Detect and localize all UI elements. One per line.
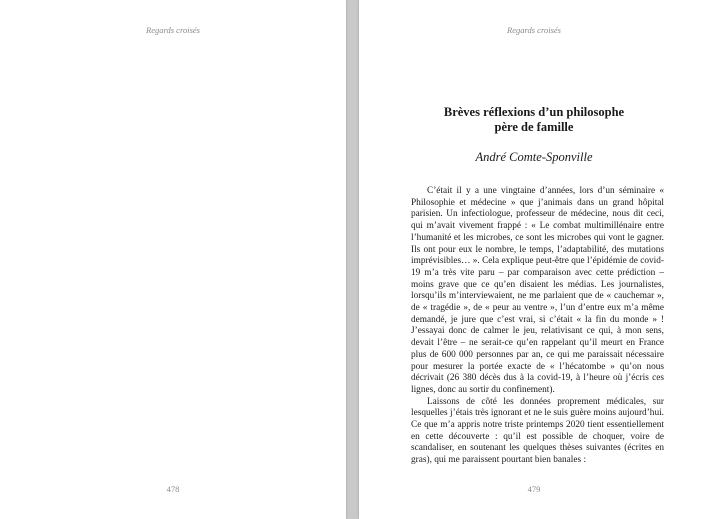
article-author: André Comte-Sponville <box>475 150 593 164</box>
paragraph-2: Laissons de côté les données proprement médicales, sur lesquelles j’étais très ignorant et ne le suis guère moins aujourd’hui. Ce que m’a appris notre triste printemps 2020 tient essentiellement en cette découverte : qu’il est possible de choquer, voire de scandaliser, en soutenant les quelques thèses suivantes (écrites en gras), qui me paraissent pourtant bien banales : <box>411 396 664 466</box>
right-running-head: Regards croisés <box>507 25 561 35</box>
article-title <box>359 105 709 135</box>
article-body <box>411 186 664 467</box>
left-page <box>0 0 346 519</box>
right-page <box>359 0 709 519</box>
article-title-line-1: Brèves réflexions d’un philosophe <box>443 105 625 119</box>
left-page-number: 478 <box>166 484 180 494</box>
left-running-head: Regards croisés <box>146 25 200 35</box>
paragraph-1: C’était il y a une vingtaine d’années, lors d’un séminaire « Philosophie et médecine » que j’animais dans un grand hôpital parisien. Un infectiologue, professeur de médecine, nous dit ceci, qui m’avait vivement frappé : « Le combat multimillénaire entre l’humanité et les microbes, ce sont les microbes qui vont le gagner. Ils ont pour eux le nombre, le temps, l’adaptabilité, des mutations imprévisibles… ». Cela explique peut-être que l’épidémie de covid-19 m’a très vite paru – par comparaison avec cette prédiction – moins grave que ce qu’en disaient les médias. Les journalistes, lorsqu’ils m’interviewaient, ne me parlaient que de « cauchemar », de « tragédie », de « peur au ventre », l’un d’entre eux m’a même demandé, je jure que c’est vrai, si c’était « la fin du monde » ! J’essayai donc de calmer le jeu, relativisant ce qui, à mon sens, devait l’être – ne serait-ce qu’en rappelant qu’il meurt en France plus de 600 000 personnes par an, ce qui me paraissait nécessaire pour mesurer la portée exacte de « l’hécatombe » qu’on nous décrivait (26 380 décès dus à la covid-19, à l’heure où j’écris ces lignes, donc au sortir du confinement). <box>411 186 664 395</box>
article-title-line-2: père de famille <box>494 120 574 134</box>
right-page-number: 479 <box>527 484 541 494</box>
